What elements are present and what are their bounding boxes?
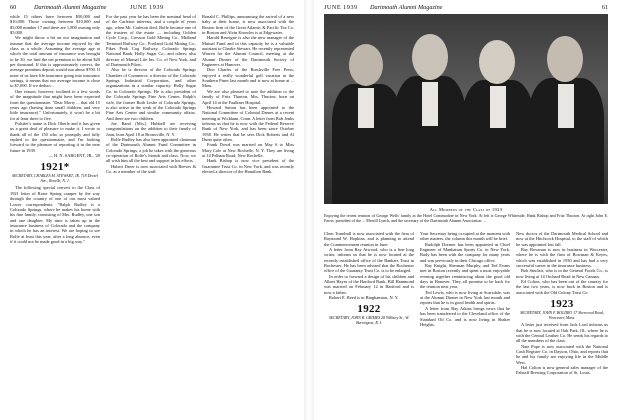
class-secretary-line: SECRETARY, JOHN F. BOLDRO 17 Sherwood Road, Worcester, Mass.	[520, 311, 604, 320]
left-column-2	[106, 14, 196, 418]
shirt-front	[422, 82, 438, 126]
paragraph: Ted Lewis, who is now living at Scarsdale, was at the Alumni Dinner in New York last month and reports that he is in good health and spirits.	[420, 289, 510, 306]
group-photograph	[324, 14, 608, 204]
person-head	[349, 44, 383, 86]
paragraph: Joe Rand (Mrs.) Hubbell are receiving congratulations on the addition to their family of Joan, born April 18 at Bronxville, N. Y.	[106, 120, 196, 137]
paragraph: Rolfe Rudley has also been appointed chairman of the Dartmouth Alumni Fund Committee in Colorado Springs, a job he takes with the generous co-operation of Rolfe's friends and class. Now, we all wish him all the best and support in his efforts.	[106, 136, 196, 164]
paragraph: Howard Sutton has been appointed to the National Committee of Colonial Dames at a recent meeting at Wickham, Conn. A letter from Bob Jenks informs us that he is now with the Federal Reserve Bank of New York, and has been since October 1938. He writes that he sees Dick Roberts and Al Dunn quite often.	[202, 104, 294, 142]
paragraph: For the past year he has been the nominal head of of the Carleton interests, and a couple of years ago, when Mr. Carleton died, Rolfe became one of the trustees of the estate — including Golden Cycle Corp., Cresson Gold Mining Co., Midland Terminal Railway Co., Portland Gold Mining Co., Pikes Peak Cog Railway, Colorado Springs National Bank, Holly Sugar Co., and others; also director of Mutual Life Ins. Co. of New York, and of Dartmouth Pilots.	[106, 14, 196, 68]
paragraph: Pulsifer's name is Dick Oberle and it has given us a great deal of pleasure to make it. I wrote to thank all of the 150 who so promptly and fully replied to the questionnaire, and I'm looking forward to the pleasure of reporting it in the near future in 1939.	[10, 120, 100, 153]
page-number: 60	[10, 4, 17, 11]
right-page	[314, 0, 618, 420]
paragraph: The following special convert to the Class of 1921 letter of Rotor Spring camper by the way through the country of one of our most valued Lower correspondents: "Ralph Rudley is a Colorado Springs, where he makes his home with his fine family, consisting of Mrs. Rudley, one son and one daughter. My time is taken up in the insurance business of Colorado and the company in which he has an interest. We are hoping to see Rolfe at least this year, after a long absence, even if it could not be made good in a big way."	[10, 185, 100, 244]
caption-text: Enjoying the recent reunion of George Wells' family at the Hotel Commodore in New York. At left is George Whiteside, Hank Bishop and Fritz Thurton. At right John E. Farris, president of the ... Merrill Lynch, and the secretary of the Dartmouth Alumni Association. ...	[324, 213, 608, 223]
class-year-heading: 1921*	[40, 161, 70, 174]
paragraph: Also he is director of the Colorado Springs Chamber of Commerce, a director of the Colorado Springs Industrial Corporation, and other organizations in a similar capacity. Holly Sugar Co. in Colorado Springs. He is also president of the Colorado Springs Fine Arts Center. Ralph's wife, the former Ruth Leslie of Colorado Springs, is also active in the work of the Colorado Springs Fine Arts Center and similar community affairs. And there are two children.	[106, 67, 196, 121]
paragraph: Frank Dowd was married on May 6 to Miss Mary Cole at New Rochelle, N. Y. They are living at 14 Pelham Road, New Rochelle.	[202, 142, 294, 158]
paragraph: New doctor of the Dartmouth Medical School and now at the Hitchcock Hospital, to the staff of which he was appointed last fall.	[516, 231, 608, 247]
paragraph: Hank Bishop is now vice president of the Guarantee Trust Co. in New York, and was recently elected a director of the Hamilton Bank.	[202, 158, 294, 174]
paragraph: We might throw a bit on our imagination and assume that the average income enjoyed by the class as a whole. Assuming the average age at which the total amount of insurance was brought to be 30, we find the net premium to be about $20 per thousand. If this is approximately correct, the average premium deposit would run about $700. If none of us have life insurance going into insurance savings, it means that our average income is close to $7,000. If we deduct...	[10, 35, 100, 89]
paragraph: One reason, however, inclined to a few words of the magnitude that might have been expected from the questionnaire. "Dear Morty ... that old 15 years ago (having done small children, and very little insurance)." Unfortunately, it won't be a bit for at least three to five.	[10, 88, 100, 121]
paragraph: Bob Sinclair, who is in the General Foods Co., is now living at 14 Orchard Road in New Canaan.	[516, 268, 608, 279]
left-page-header	[10, 4, 294, 14]
paragraph: Robert E. Reed is in Binghamton, N. Y.	[329, 295, 399, 301]
right-column-2	[420, 231, 510, 418]
paragraph: A letter just received from Jack Lord informs us that he is now located at Oak Park, Ill., where he is with the Central Leather Co. He sends his regards to all the members of the class.	[516, 322, 608, 344]
paragraph: Your Secretary being occupied at the moment with other matters, the column this month will be brief.	[420, 231, 510, 242]
person-head	[547, 36, 583, 82]
right-column-1	[324, 231, 414, 418]
paragraph: We are also pleased to note the addition to the family of Fritz Thurton, Mrs. Thurton, born on April 14 at the Faulkner Hospital.	[202, 88, 294, 105]
paragraph: A letter from Ray Atwood, who is a fine long writer, informs us that he is now located at the recently established office of the Bankers Trust in Rochester. He has been advised that the Rochester office of the Guaranty Trust Co. is to be enlarged.	[324, 247, 414, 274]
signature: — H. N. SARGENT, JR., '20	[48, 152, 100, 158]
paragraph: Ronald C. Phillips, announcing the arrival of a new baby at their home, is now associated with the Boston firm of the Great Atlantic & Pacific Tea Co. in Boston and Alvin Knowles is at Edgewater.	[202, 14, 294, 36]
paragraph: Ray Bowman is now in business in Worcester, where he is with the firm of Bowman & Keyes, which was established in 1930 and has had a very successful career in the insurance business.	[516, 247, 608, 269]
magazine-title: Dartmouth Alumni Magazine	[370, 4, 443, 11]
class-year-heading: 1922	[357, 303, 381, 316]
left-column-3	[202, 14, 294, 418]
class-year-heading: 1923	[550, 298, 574, 311]
paragraph: Hubert Dreer is now associated with Reeves & Co. as a member of the staff.	[106, 163, 196, 174]
left-column-1	[10, 14, 100, 418]
paragraph: Ray Knight, Sherman Murphy, and Ted Evans met in Boston recently and spent a most enjoyable evening together reminiscing about the good old days in Hanover. They all promise to be back for the reunion next year.	[420, 263, 510, 290]
paragraph: while 15 others have between $50,000 and $10,000. Those owning between $10,000 and $5,000 number 17 and there are 1,800 owning only $5,000.	[10, 14, 100, 36]
paragraph: Ed Colton, who has been out of the country for the last two years, is now back in Boston and is associated with the Old Colony Trust Co.	[516, 279, 608, 295]
photo-caption	[324, 207, 608, 223]
paragraph: Nate Pope is now associated with the National Cash Register Co. in Dayton, Ohio, and reports that he and his family are enjoying life in the Middle West.	[516, 343, 608, 365]
caption-title: All Members of the Class of 1923	[429, 207, 503, 212]
left-page	[0, 0, 304, 420]
class-secretary-line: SECRETARY, CHARLES M. STEWART, JR. 718 Drexel Ave., Roselle, N. J.	[11, 174, 99, 183]
paragraph: Harold Reseigne is also the new manager of the Mutual Fund and in this capacity he is a valuable assistant to Charlie Stewart. He recently represented Warren for the Alumni Council, meeting at the Alumni Dinner of the Dartmouth Society of Engineers at Hanover.	[202, 35, 294, 68]
issue-date: JUNE 1939	[130, 4, 164, 11]
paragraph: Clem Trumbull is now associated with the firm of Raymond W. Hopkins, and is planning to attend the Commencement reunion in June.	[324, 231, 414, 247]
shirt-front	[358, 88, 374, 128]
shirt-front	[558, 84, 574, 128]
magazine-title: Dartmouth Alumni Magazine	[34, 4, 107, 11]
person-head	[412, 34, 448, 80]
right-column-3	[516, 231, 608, 418]
issue-date: JUNE 1939	[324, 4, 358, 11]
right-page-header	[324, 4, 608, 14]
shirt-front	[490, 86, 506, 128]
person-head	[479, 40, 515, 84]
paragraph: Rudolph Dormer has been appointed as Chief Engineer of Manhattan Sports Co. in New York. Rudy has been with the company for many years and was previously in their Chicago office.	[420, 241, 510, 263]
paragraph: Don Charles of the Brockville Free Press, enjoyed a really wonderful golf vacation in the Southern Pines last month and is now at home at ... Mass.	[202, 67, 294, 89]
page-number: 61	[601, 4, 608, 11]
paragraph: In order to forward a design of his children and Albert Hayes of the Hartford Bank, Bill Hammond was married on February 12 in Hartford and is now a father.	[324, 273, 414, 295]
paragraph: A letter from Ray Atkins brings news that he has been transferred to the Cleveland office of the Standard Oil Co. and is now living in Shaker Heights.	[420, 305, 510, 327]
class-secretary-line: SECRETARY, JOHN R. GRIMES 28 Wilbury St., W. Barrington, R. I.	[328, 316, 410, 326]
paragraph: Hal Colton is now general sales manager of the Falstaff Brewing Corporation of St. Louis.	[516, 365, 608, 376]
page-gutter	[304, 0, 314, 420]
